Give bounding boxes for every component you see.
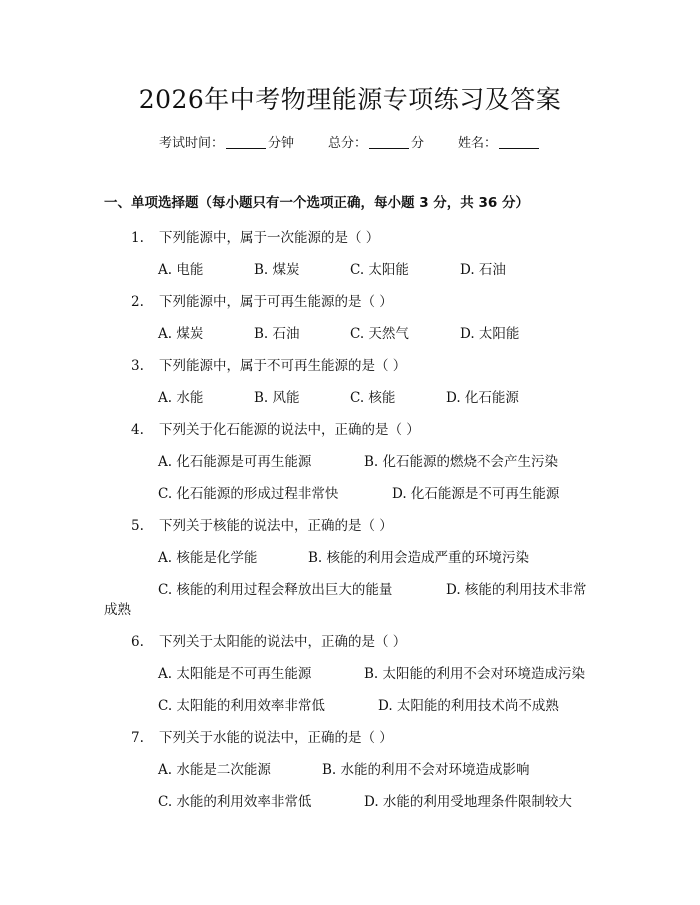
question-number: 3. bbox=[131, 358, 144, 374]
exam-time-label: 考试时间： bbox=[158, 136, 224, 151]
exam-time-field bbox=[159, 132, 294, 151]
option-c: C. 水能的利用效率非常低 bbox=[158, 794, 312, 810]
question-5 bbox=[131, 514, 393, 534]
question-text: 下列能源中，属于一次能源的是（ ） bbox=[159, 230, 380, 246]
question-6 bbox=[131, 630, 406, 650]
name-label: 姓名： bbox=[458, 136, 498, 151]
option-b: B. 太阳能的利用不会对环境造成污染 bbox=[364, 666, 586, 682]
name-field bbox=[458, 132, 541, 151]
option-c: C. 天然气 bbox=[350, 326, 409, 342]
question-number: 7. bbox=[131, 730, 144, 746]
option-b: B. 石油 bbox=[254, 326, 300, 342]
option-d: D. 太阳能 bbox=[460, 326, 520, 342]
question-text: 下列关于水能的说法中，正确的是（ ） bbox=[159, 730, 393, 746]
exam-info-line bbox=[0, 132, 700, 151]
option-b: B. 水能的利用不会对环境造成影响 bbox=[322, 762, 530, 778]
exam-time-unit: 分钟 bbox=[267, 136, 294, 151]
question-text: 下列关于核能的说法中，正确的是（ ） bbox=[159, 518, 393, 534]
option-a: A. 水能是二次能源 bbox=[158, 762, 271, 778]
option-a: A. 水能 bbox=[158, 390, 204, 406]
question-number: 6. bbox=[131, 634, 144, 650]
question-3 bbox=[131, 354, 406, 374]
option-a: A. 化石能源是可再生能源 bbox=[158, 454, 312, 470]
option-b: B. 风能 bbox=[254, 390, 300, 406]
total-score-blank bbox=[369, 135, 409, 149]
option-d: D. 石油 bbox=[460, 262, 506, 278]
option-d: D. 水能的利用受地理条件限制较大 bbox=[364, 794, 572, 810]
question-number: 1. bbox=[131, 230, 144, 246]
option-c: C. 太阳能 bbox=[350, 262, 409, 278]
total-score-label: 总分： bbox=[327, 136, 367, 151]
option-a: A. 核能是化学能 bbox=[158, 550, 258, 566]
question-number: 4. bbox=[131, 422, 144, 438]
question-4 bbox=[131, 418, 420, 438]
question-7 bbox=[131, 726, 393, 746]
exam-time-blank bbox=[226, 135, 266, 149]
name-blank bbox=[499, 135, 539, 149]
option-b: B. 化石能源的燃烧不会产生污染 bbox=[364, 454, 559, 470]
question-2 bbox=[131, 290, 393, 310]
option-a: A. 太阳能是不可再生能源 bbox=[158, 666, 312, 682]
option-c: C. 核能 bbox=[350, 390, 396, 406]
question-number: 5. bbox=[131, 518, 144, 534]
option-c: C. 化石能源的形成过程非常快 bbox=[158, 486, 339, 502]
option-d: D. 太阳能的利用技术尚不成熟 bbox=[378, 698, 559, 714]
question-text: 下列能源中，属于不可再生能源的是（ ） bbox=[159, 358, 407, 374]
question-number: 2. bbox=[131, 294, 144, 310]
option-d: D. 核能的利用技术非常 bbox=[446, 582, 587, 598]
option-c: C. 核能的利用过程会释放出巨大的能量 bbox=[158, 582, 393, 598]
option-d: D. 化石能源是不可再生能源 bbox=[392, 486, 560, 502]
question-text: 下列关于化石能源的说法中，正确的是（ ） bbox=[159, 422, 420, 438]
option-d-continued: 成熟 bbox=[104, 602, 131, 618]
option-d: D. 化石能源 bbox=[446, 390, 519, 406]
option-b: B. 煤炭 bbox=[254, 262, 300, 278]
option-a: A. 电能 bbox=[158, 262, 204, 278]
section-title: 一、单项选择题（每小题只有一个选项正确，每小题 3 分，共 36 分） bbox=[104, 195, 529, 211]
question-1 bbox=[131, 226, 379, 246]
option-c: C. 太阳能的利用效率非常低 bbox=[158, 698, 325, 714]
page-title: 2026年中考物理能源专项练习及答案 bbox=[138, 85, 562, 114]
option-b: B. 核能的利用会造成严重的环境污染 bbox=[308, 550, 530, 566]
total-score-field bbox=[328, 132, 424, 151]
total-score-unit: 分 bbox=[411, 136, 425, 151]
question-text: 下列能源中，属于可再生能源的是（ ） bbox=[159, 294, 393, 310]
option-a: A. 煤炭 bbox=[158, 326, 204, 342]
question-text: 下列关于太阳能的说法中，正确的是（ ） bbox=[159, 634, 407, 650]
